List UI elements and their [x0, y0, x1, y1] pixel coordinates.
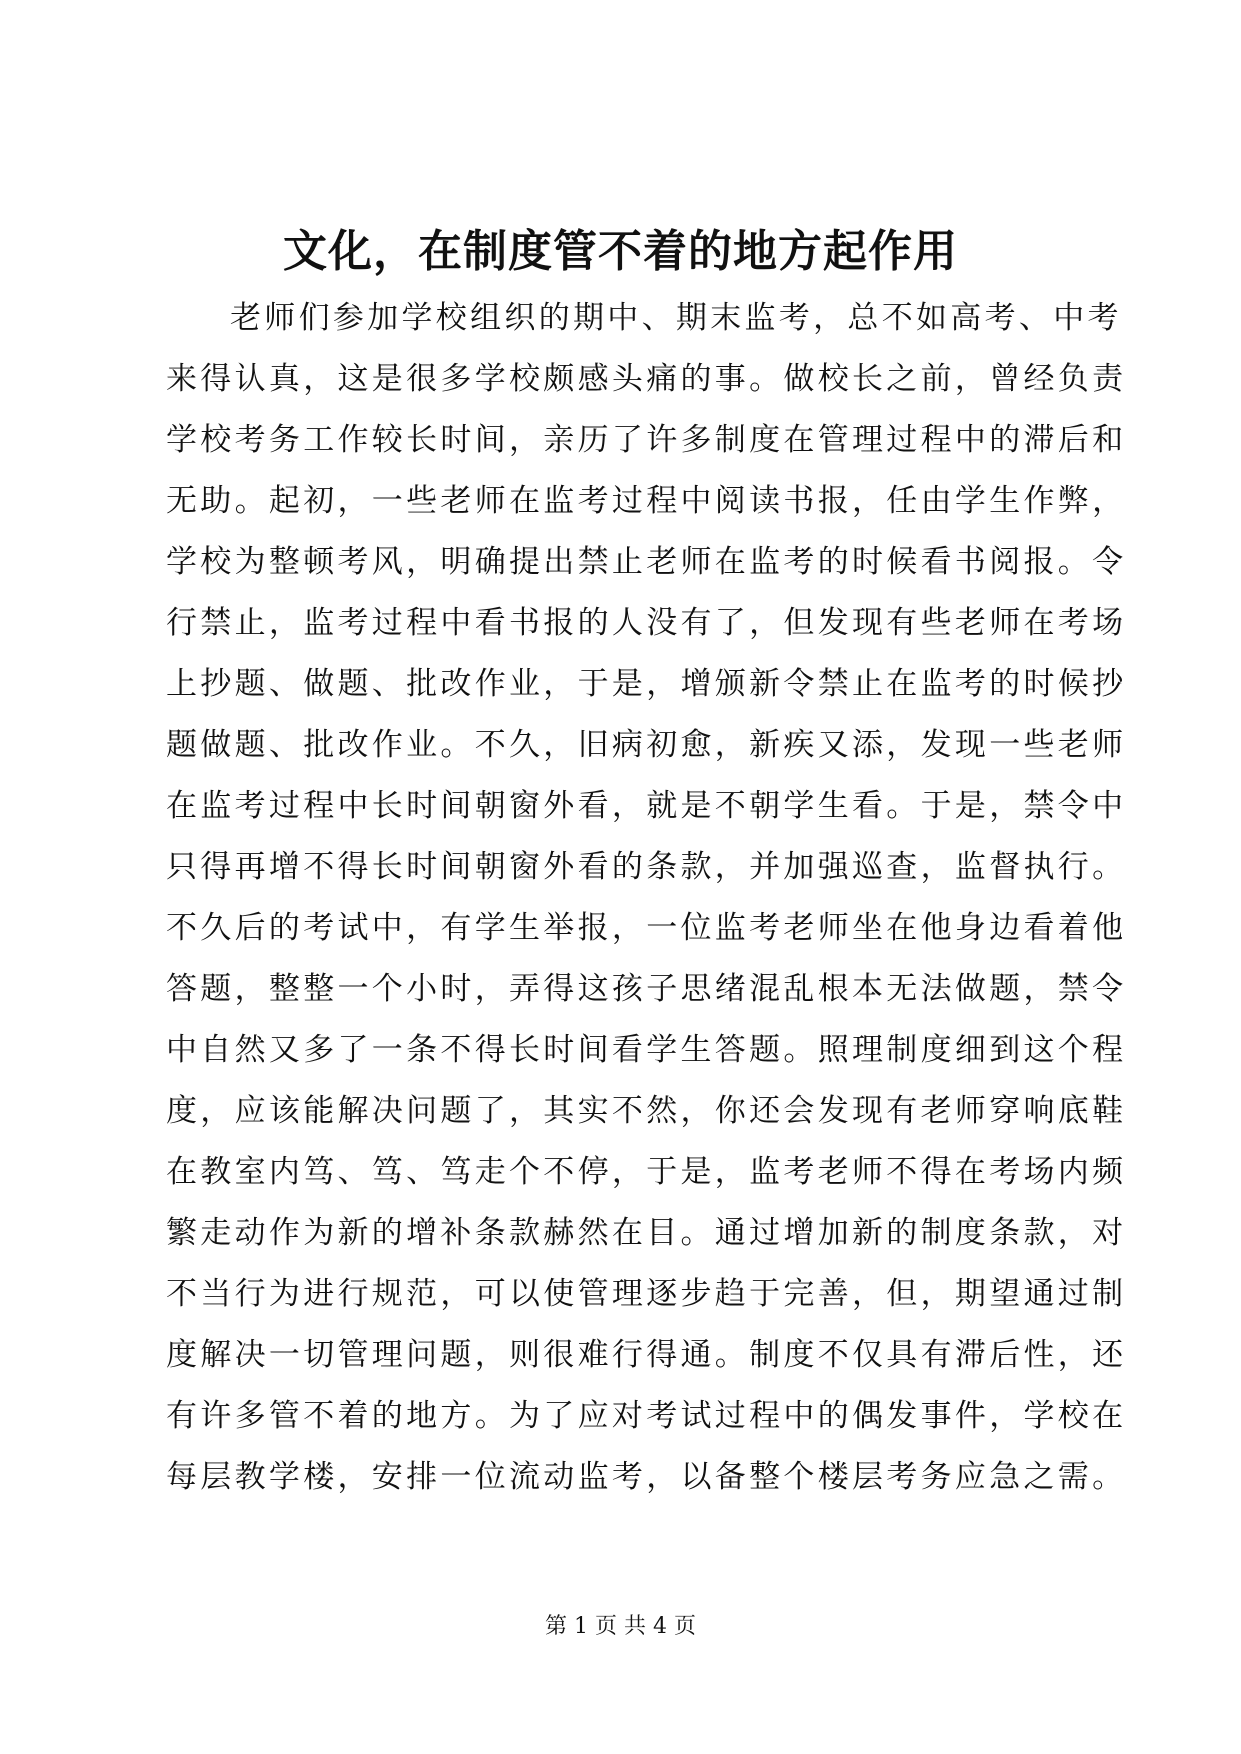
body-line: 度，应该能解决问题了，其实不然，你还会发现有老师穿响底鞋	[166, 1093, 1127, 1129]
body-line: 无助。起初，一些老师在监考过程中阅读书报，任由学生作弊，	[166, 483, 1127, 519]
body-line: 学校为整顿考风，明确提出禁止老师在监考的时候看书阅报。令	[166, 544, 1127, 580]
body-line: 来得认真，这是很多学校颇感头痛的事。做校长之前，曾经负责	[166, 361, 1127, 397]
body-line: 中自然又多了一条不得长时间看学生答题。照理制度细到这个程	[166, 1032, 1127, 1068]
document-title: 文化，在制度管不着的地方起作用	[283, 226, 958, 277]
body-line: 繁走动作为新的增补条款赫然在目。通过增加新的制度条款，对	[166, 1215, 1127, 1251]
body-line: 在监考过程中长时间朝窗外看，就是不朝学生看。于是，禁令中	[166, 788, 1127, 824]
page-number-footer: 第 1 页 共 4 页	[545, 1614, 696, 1639]
body-line: 每层教学楼，安排一位流动监考，以备整个楼层考务应急之需。	[166, 1459, 1127, 1495]
body-line: 上抄题、做题、批改作业，于是，增颁新令禁止在监考的时候抄	[166, 666, 1127, 702]
body-line: 不当行为进行规范，可以使管理逐步趋于完善，但，期望通过制	[166, 1276, 1127, 1312]
document-body	[166, 288, 1127, 1508]
body-line: 不久后的考试中，有学生举报，一位监考老师坐在他身边看着他	[166, 910, 1127, 946]
body-line: 有许多管不着的地方。为了应对考试过程中的偶发事件，学校在	[166, 1398, 1127, 1434]
body-line: 学校考务工作较长时间，亲历了许多制度在管理过程中的滞后和	[166, 422, 1127, 458]
body-line: 行禁止，监考过程中看书报的人没有了，但发现有些老师在考场	[166, 605, 1127, 641]
body-line: 老师们参加学校组织的期中、期末监考，总不如高考、中考	[230, 300, 1122, 336]
body-line: 在教室内笃、笃、笃走个不停，于是，监考老师不得在考场内频	[166, 1154, 1127, 1190]
body-line: 题做题、批改作业。不久，旧病初愈，新疾又添，发现一些老师	[166, 727, 1127, 763]
body-line: 只得再增不得长时间朝窗外看的条款，并加强巡查，监督执行。	[166, 849, 1127, 885]
body-line: 答题，整整一个小时，弄得这孩子思绪混乱根本无法做题，禁令	[166, 971, 1127, 1007]
body-line: 度解决一切管理问题，则很难行得通。制度不仅具有滞后性，还	[166, 1337, 1127, 1373]
